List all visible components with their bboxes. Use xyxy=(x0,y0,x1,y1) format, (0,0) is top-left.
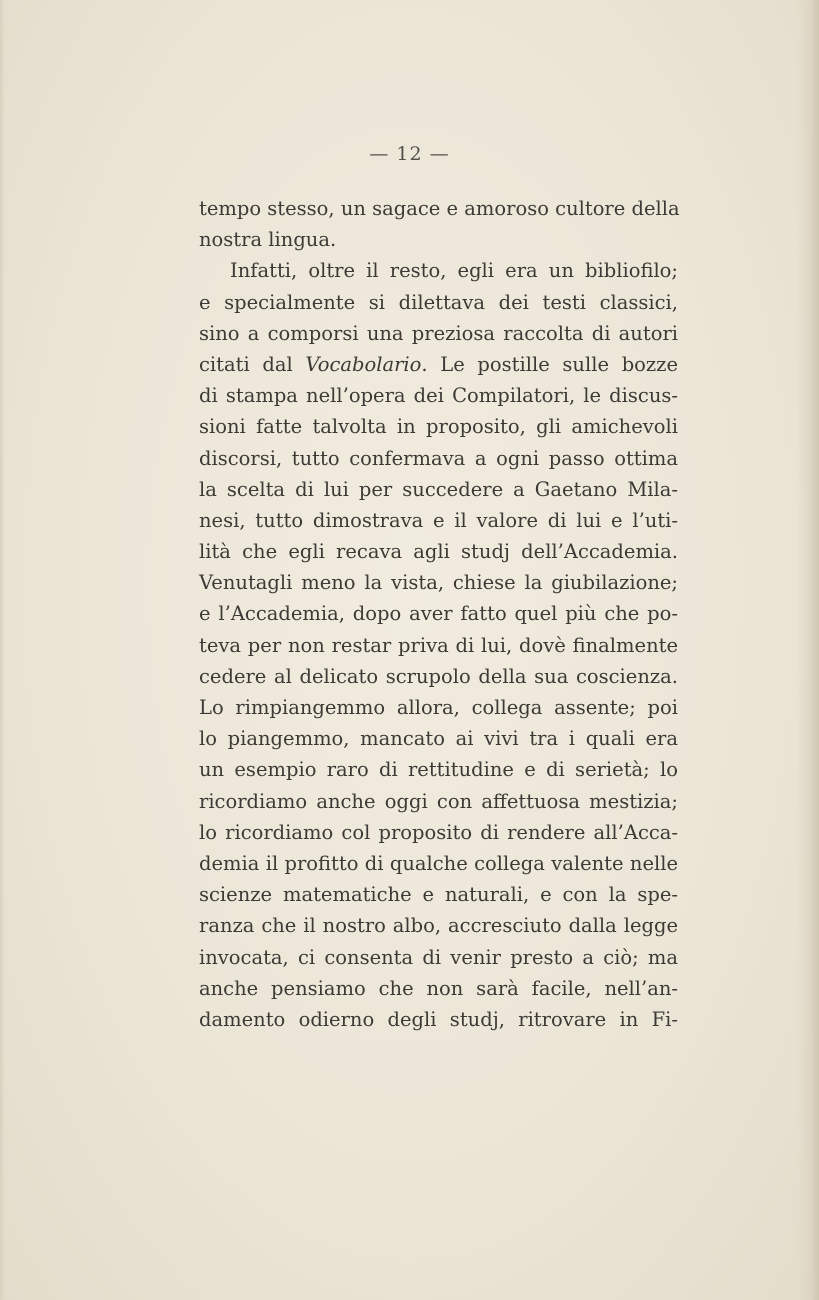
text-line: anche pensiamo che non sarà facile, nell’an- xyxy=(199,976,678,1000)
text-line: nesi, tutto dimostrava e il valore di lui e l’uti- xyxy=(199,508,678,532)
text-line: e specialmente si dilettava dei testi classici, xyxy=(199,290,678,314)
text-line: ricordiamo anche oggi con affettuosa mestizia; xyxy=(199,789,678,813)
text-line: invocata, ci consenta di venir presto a ciò; ma xyxy=(199,945,678,969)
page-right-edge xyxy=(797,0,819,1300)
text-line: e l’Accademia, dopo aver fatto quel più che po- xyxy=(199,602,678,626)
text-line: la scelta di lui per succedere a Gaetano Mila- xyxy=(199,477,678,501)
text-run: citati dal xyxy=(199,352,306,376)
text-line: damento odierno degli studj, ritrovare in Fi- xyxy=(199,1007,678,1031)
text-line: nostra lingua. xyxy=(199,228,337,252)
page-left-edge xyxy=(0,0,5,1300)
text-run: . Le postille sulle bozze xyxy=(421,352,678,376)
text-line: sino a comporsi una preziosa raccolta di autori xyxy=(199,321,678,345)
text-line: Infatti, oltre il resto, egli era un bibliofilo; xyxy=(230,259,678,283)
text-line: un esempio raro di rettitudine e di serietà; lo xyxy=(199,758,678,782)
page-number: — 12 — xyxy=(369,143,450,165)
body-text xyxy=(199,193,678,1035)
text-line: cedere al delicato scrupolo della sua coscienza. xyxy=(199,664,678,688)
text-line: tempo stesso, un sagace e amoroso cultore della xyxy=(199,197,680,220)
text-line: scienze matematiche e naturali, e con la spe- xyxy=(199,883,678,907)
text-line: lità che egli recava agli studj dell’Accademia. xyxy=(199,540,678,564)
text-line-with-italic xyxy=(199,349,678,380)
text-line: demia il profitto di qualche collega valente nelle xyxy=(199,851,678,875)
text-line: sioni fatte talvolta in proposito, gli amichevoli xyxy=(199,415,678,439)
italic-title: Vocabolario xyxy=(305,352,422,376)
text-line: Venutagli meno la vista, chiese la giubilazione; xyxy=(199,571,678,595)
text-line: teva per non restar priva di lui, dovè finalmente xyxy=(199,633,678,657)
text-line: ranza che il nostro albo, accresciuto dalla legge xyxy=(199,914,678,938)
text-line: lo ricordiamo col proposito di rendere all’Acca- xyxy=(199,820,678,844)
text-line: Lo rimpiangemmo allora, collega assente; poi xyxy=(199,696,678,719)
text-line: di stampa nell’opera dei Compilatori, le discus- xyxy=(199,384,678,408)
text-line: discorsi, tutto confermava a ogni passo ottima xyxy=(199,446,678,470)
text-line: lo piangemmo, mancato ai vivi tra i quali era xyxy=(199,727,678,751)
